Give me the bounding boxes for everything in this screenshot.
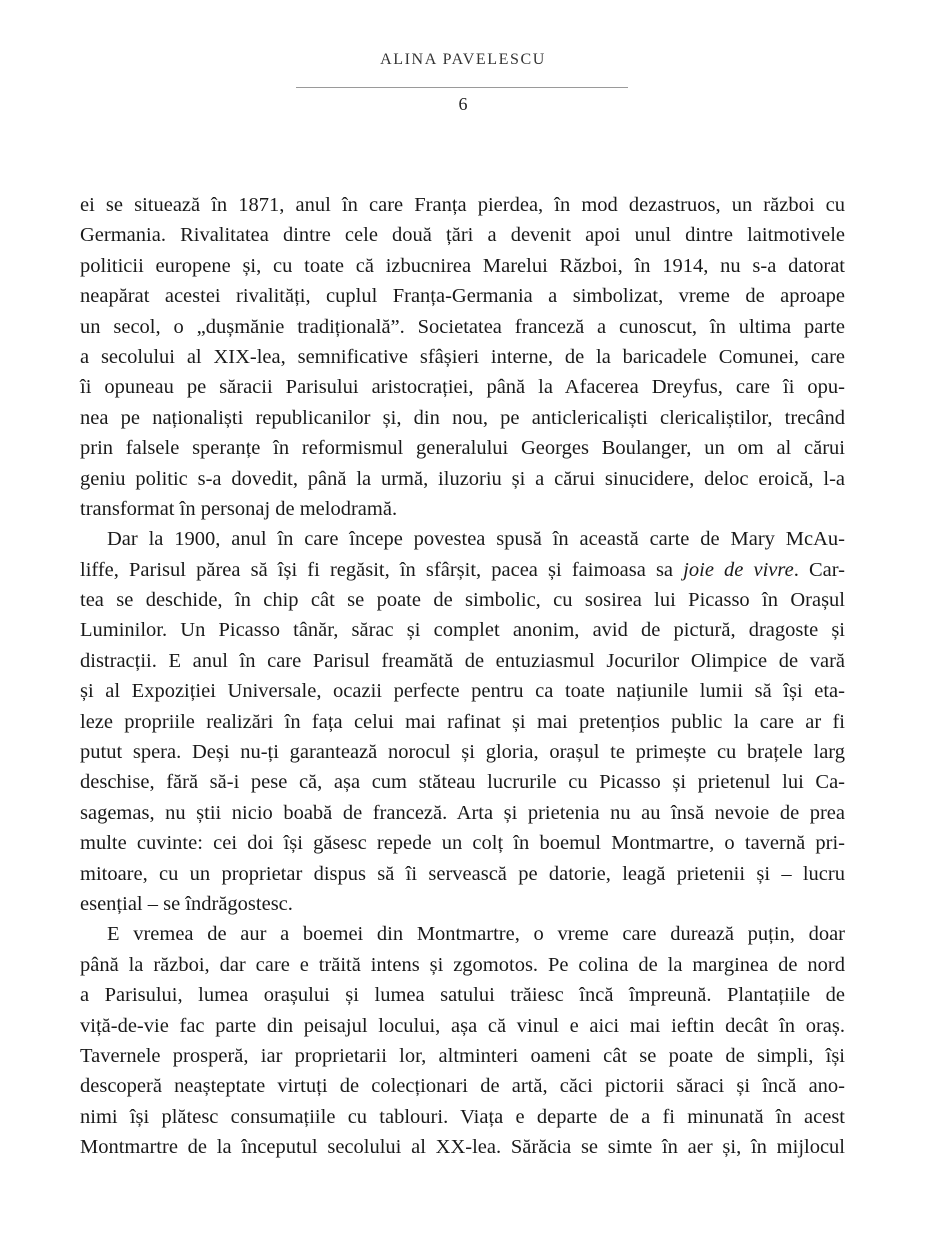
running-head-author: ALINA PAVELESCU xyxy=(380,51,546,68)
text-line: Montmartre de la începutul secolului al XX-lea. Sărăcia se simte în aer și, în mijlocul xyxy=(80,1136,845,1159)
text-line: viță-de-vie fac parte din peisajul locului, așa că vinul e aici mai ieftin decât în oraș. xyxy=(80,1014,845,1037)
text-line: a Parisului, lumea orașului și lumea satului trăiesc încă împreună. Plantațiile de xyxy=(80,984,845,1007)
text-line: și al Expoziției Universale, ocazii perfecte pentru ca toate națiunile lumii să își eta- xyxy=(80,680,845,703)
text-line: nea pe naționaliști republicanilor și, din nou, pe anticlericaliști clericaliștilor, trecând xyxy=(80,406,845,429)
text-line: a secolului al XIX-lea, semnificative sfâșieri interne, de la baricadele Comunei, care xyxy=(80,345,845,368)
text-run: . Car- xyxy=(793,558,846,581)
text-line: Tavernele prosperă, iar proprietarii lor, altminteri oameni cât se poate de simpli, își xyxy=(80,1044,845,1067)
text-line: distracții. E anul în care Parisul freamătă de entuziasmul Jocurilor Olimpice de vară xyxy=(80,649,845,672)
text-line: îi opuneau pe săracii Parisului aristocrației, până la Afacerea Dreyfus, care îi opu- xyxy=(80,376,845,399)
text-line: Luminilor. Un Picasso tânăr, sărac și complet anonim, avid de pictură, dragoste și xyxy=(80,619,845,642)
body-text xyxy=(80,190,845,1163)
running-header xyxy=(0,0,926,120)
page-number: 6 xyxy=(458,94,468,114)
text-line: până la război, dar care e trăită intens și zgomotos. Pe colina de la marginea de nord xyxy=(80,953,845,976)
text-line-with-italic xyxy=(80,555,845,585)
text-line: mitoare, cu un proprietar dispus să îi servească pe datorie, leagă prietenii și – lucru xyxy=(80,862,845,885)
text-run: liffe, Parisul părea să își fi regăsit, în sfârșit, pacea și faimoasa sa xyxy=(80,558,684,581)
text-line: politicii europene și, cu toate că izbucnirea Marelui Război, în 1914, nu s-a datorat xyxy=(80,254,845,277)
text-line: esențial – se îndrăgostesc. xyxy=(80,892,293,915)
italic-phrase: joie de vivre xyxy=(683,558,794,581)
text-line: geniu politic s-a dovedit, până la urmă, iluzoriu și a cărui sinucidere, deloc eroică, l-a xyxy=(80,467,845,490)
text-line: multe cuvinte: cei doi își găsesc repede un colț în boemul Montmartre, o tavernă pri- xyxy=(80,832,845,855)
header-rule xyxy=(296,87,628,88)
text-line: ei se situează în 1871, anul în care Franța pierdea, în mod dezastruos, un război cu xyxy=(80,194,845,216)
text-line: Germania. Rivalitatea dintre cele două țări a devenit apoi unul dintre laitmotivele xyxy=(80,224,845,247)
text-line: un secol, o „dușmănie tradițională”. Societatea franceză a cunoscut, în ultima parte xyxy=(80,315,845,338)
text-line: sagemas, nu știi nicio boabă de franceză. Arta și prietenia nu au însă nevoie de prea xyxy=(80,801,845,824)
text-line: prin falsele speranțe în reformismul generalului Georges Boulanger, un om al cărui xyxy=(80,437,845,460)
text-line: neapărat acestei rivalități, cuplul Franța-Germania a simbolizat, vreme de aproape xyxy=(80,285,845,308)
text-line: nimi își plătesc consumațiile cu tablouri. Viața e departe de a fi minunată în acest xyxy=(80,1105,845,1128)
text-line: transformat în personaj de melodramă. xyxy=(80,497,398,520)
text-line: Dar la 1900, anul în care începe povestea spusă în această carte de Mary McAu- xyxy=(107,528,845,551)
text-line: deschise, fără să-i pese că, așa cum stăteau lucrurile cu Picasso și prietenul lui Ca- xyxy=(80,771,845,794)
text-line: E vremea de aur a boemei din Montmartre, o vreme care durează puțin, doar xyxy=(107,923,845,946)
text-line: putut spera. Deși nu-ți garantează norocul și gloria, orașul te primește cu brațele larg xyxy=(80,741,845,764)
text-line: descoperă neașteptate virtuți de colecționari de artă, căci pictorii săraci și încă ano- xyxy=(80,1075,845,1098)
text-line: leze propriile realizări în fața celui mai rafinat și mai pretențios public la care ar fi xyxy=(80,710,845,733)
text-line: tea se deschide, în chip cât se poate de simbolic, cu sosirea lui Picasso în Orașul xyxy=(80,589,845,612)
